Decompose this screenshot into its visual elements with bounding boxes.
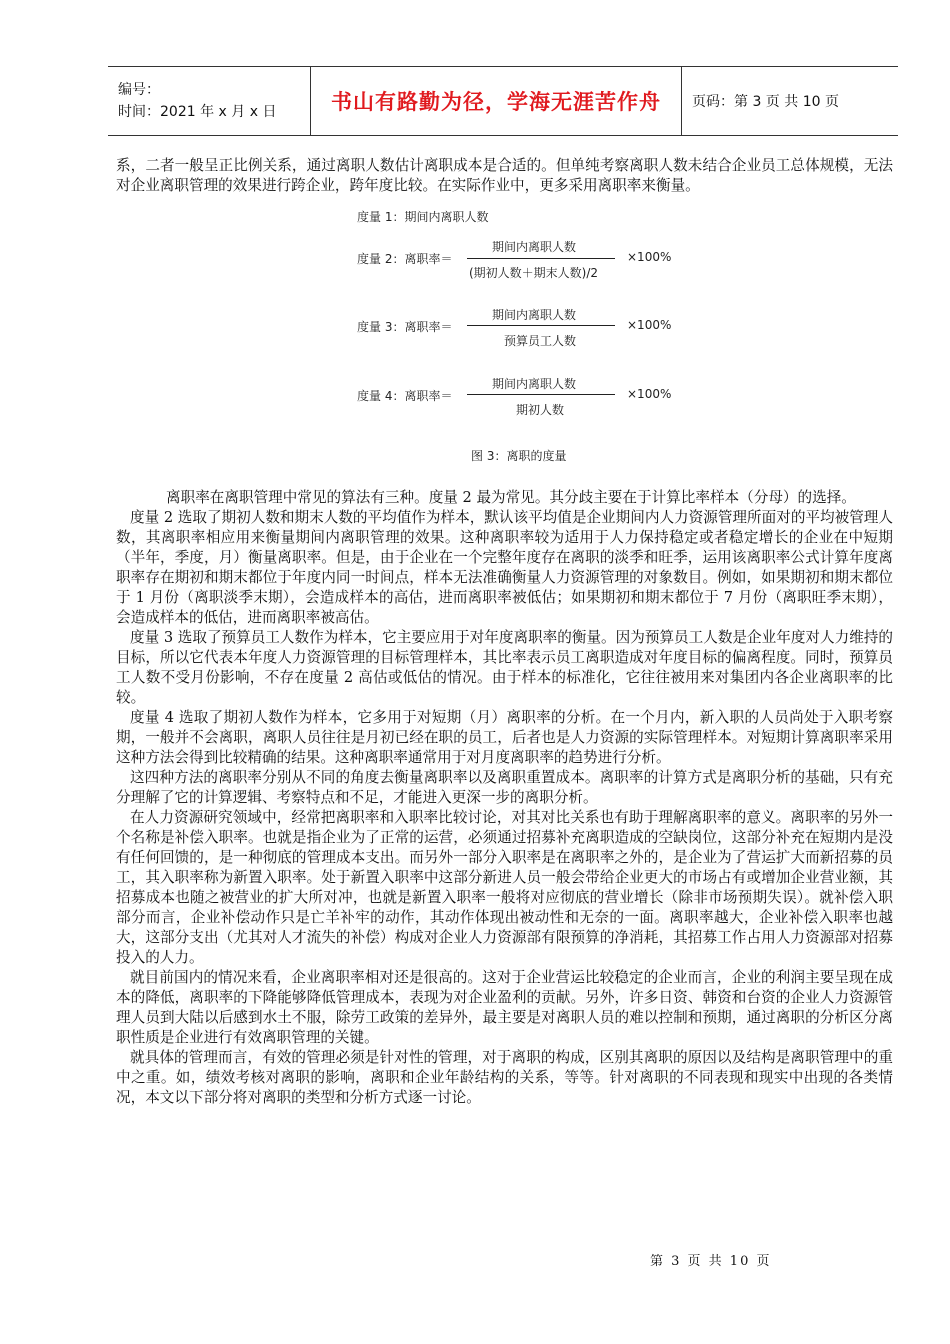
measure-2-percent: ×100% <box>627 250 672 264</box>
paragraph-1: 离职率在离职管理中常见的算法有三种。度量 2 最为常见。其分歧主要在于计算比率样本（分母）的选择。 <box>166 489 856 506</box>
page-header <box>108 66 898 136</box>
paragraph-4: 度量 4 选取了期初人数作为样本，它多用于对短期（月）离职率的分析。在一个月内，新入职的人员尚处于入职考察期，一般并不会离职，离职人员往往是月初已经在职的员工，后者也是人力资源的实际管理样本。对短期计算离职率采用这种方法会得到比较精确的结果。这种离职率通常用于对月度离职率的趋势进行分析。 <box>116 709 893 766</box>
document-number-label: 编号： <box>118 82 160 98</box>
measure-2-label: 度量 2：离职率＝ <box>357 252 453 266</box>
paragraph-8: 就具体的管理而言，有效的管理必须是针对性的管理，对于离职的构成，区别其离职的原因以及结构是离职管理中的重中之重。如，绩效考核对离职的影响，离职和企业年龄结构的关系，等等。针对离职的不同表现和现实中出现的各类情况，本文以下部分将对离职的类型和分析方式逐一讨论。 <box>116 1049 893 1106</box>
header-page-info: 页码：第 3 页 共 10 页 <box>692 94 839 110</box>
figure-caption: 图 3：离职的度量 <box>471 449 567 463</box>
header-motto: 书山有路勤为径，学海无涯苦作舟 <box>310 67 682 135</box>
measure-4-denominator: 期初人数 <box>516 403 565 417</box>
measure-1: 度量 1：期间内离职人数 <box>357 210 489 224</box>
paragraph-6: 在人力资源研究领域中，经常把离职率和入职率比较讨论，对其对比关系也有助于理解离职率的意义。离职率的另外一个名称是补偿入职率。也就是指企业为了正常的运营，必须通过招募补充离职造成的空缺岗位，这部分补充在短期内是没有任何回馈的，是一种彻底的管理成本支出。而另外一部分入职率是在离职率之外的，是企业为了营运扩大而新招募的员工，其入职率称为新置入职率。处于新置入职率中这部分新进人员一般会带给企业更大的市场占有或增加企业营业额，其招募成本也随之被营业的扩大所对冲，也就是新置入职率一般将对应彻底的营业增长（除非市场预期失误）。就补偿入职部分而言，企业补偿动作只是亡羊补牢的动作，其动作体现出被动性和无奈的一面。离职率越大，企业补偿入职率也越大，这部分支出（尤其对人才流失的补偿）构成对企业人力资源部有限预算的净消耗，其招募工作占用人力资源部对招募投入的人力。 <box>116 809 893 966</box>
paragraph-3: 度量 3 选取了预算员工人数作为样本，它主要应用于对年度离职率的衡量。因为预算员工人数是企业年度对人力维持的目标，所以它代表本年度人力资源管理的目标管理样本，其比率表示员工离职造成对年度目标的偏离程度。同时，预算员工人数不受月份影响，不存在度量 2 高估或低估的情况。由于样本的标准化，它往往被用来对集团内各企业离职率的比较。 <box>116 629 893 706</box>
main-text <box>116 488 893 1108</box>
measure-3-numerator: 期间内离职人数 <box>492 308 577 322</box>
measure-4-label: 度量 4：离职率＝ <box>357 389 453 403</box>
measure-4-percent: ×100% <box>627 387 672 401</box>
header-meta <box>108 67 310 135</box>
paragraph-2: 度量 2 选取了期初人数和期末人数的平均值作为样本，默认该平均值是企业期间内人力资源管理所面对的平均被管理人数，其离职率相应用来衡量期间内离职管理的效果。这种离职率较为适用于人力保持稳定或者稳定增长的企业在中短期（半年，季度，月）衡量离职率。但是，由于企业在一个完整年度存在离职的淡季和旺季，运用该离职率公式计算年度离职率存在期初和期末都位于年度内同一时间点，样本无法准确衡量人力资源管理的对象数目。例如，如果期初和期末都位于 1 月份（离职淡季末期），会造成样本的高估，进而离职率被低估；如果期初和期末都位于 7 月份（离职旺季末期），会造成样本的低估，进而离职率被高估。 <box>116 509 893 626</box>
measure-3-percent: ×100% <box>627 318 672 332</box>
measure-2-numerator: 期间内离职人数 <box>492 240 577 254</box>
measure-3-denominator: 预算员工人数 <box>504 334 577 348</box>
paragraph-5: 这四种方法的离职率分别从不同的角度去衡量离职率以及离职重置成本。离职率的计算方式是离职分析的基础，只有充分理解了它的计算逻辑、考察特点和不足，才能进入更深一步的离职分析。 <box>116 769 893 806</box>
measure-2-fraction-bar <box>467 258 615 259</box>
document-time-label: 时间：2021 年 x 月 x 日 <box>118 104 277 120</box>
measure-4-fraction-bar <box>467 394 615 395</box>
measure-3-fraction-bar <box>467 325 615 326</box>
measure-2-denominator: (期初人数＋期末人数)/2 <box>469 266 599 280</box>
formula-figure <box>345 200 690 472</box>
paragraph-7: 就目前国内的情况来看，企业离职率相对还是很高的。这对于企业营运比较稳定的企业而言，企业的利润主要呈现在成本的降低，离职率的下降能够降低管理成本，表现为对企业盈利的贡献。另外，许多日资、韩资和台资的企业人力资源管理人员到大陆以后感到水土不服，除劳工政策的差异外，最主要是对离职人员的难以控制和预期，通过离职的分析区分离职性质是企业进行有效离职管理的关键。 <box>116 969 893 1046</box>
intro-text <box>116 156 893 196</box>
measure-4-numerator: 期间内离职人数 <box>492 377 577 391</box>
intro-paragraph: 系，二者一般呈正比例关系，通过离职人数估计离职成本是合适的。但单纯考察离职人数未结合企业员工总体规模，无法对企业离职管理的效果进行跨企业，跨年度比较。在实际作业中，更多采用离职率来衡量。 <box>116 157 893 194</box>
page-footer: 第 3 页 共 10 页 <box>650 1254 772 1269</box>
measure-3-label: 度量 3：离职率＝ <box>357 320 453 334</box>
